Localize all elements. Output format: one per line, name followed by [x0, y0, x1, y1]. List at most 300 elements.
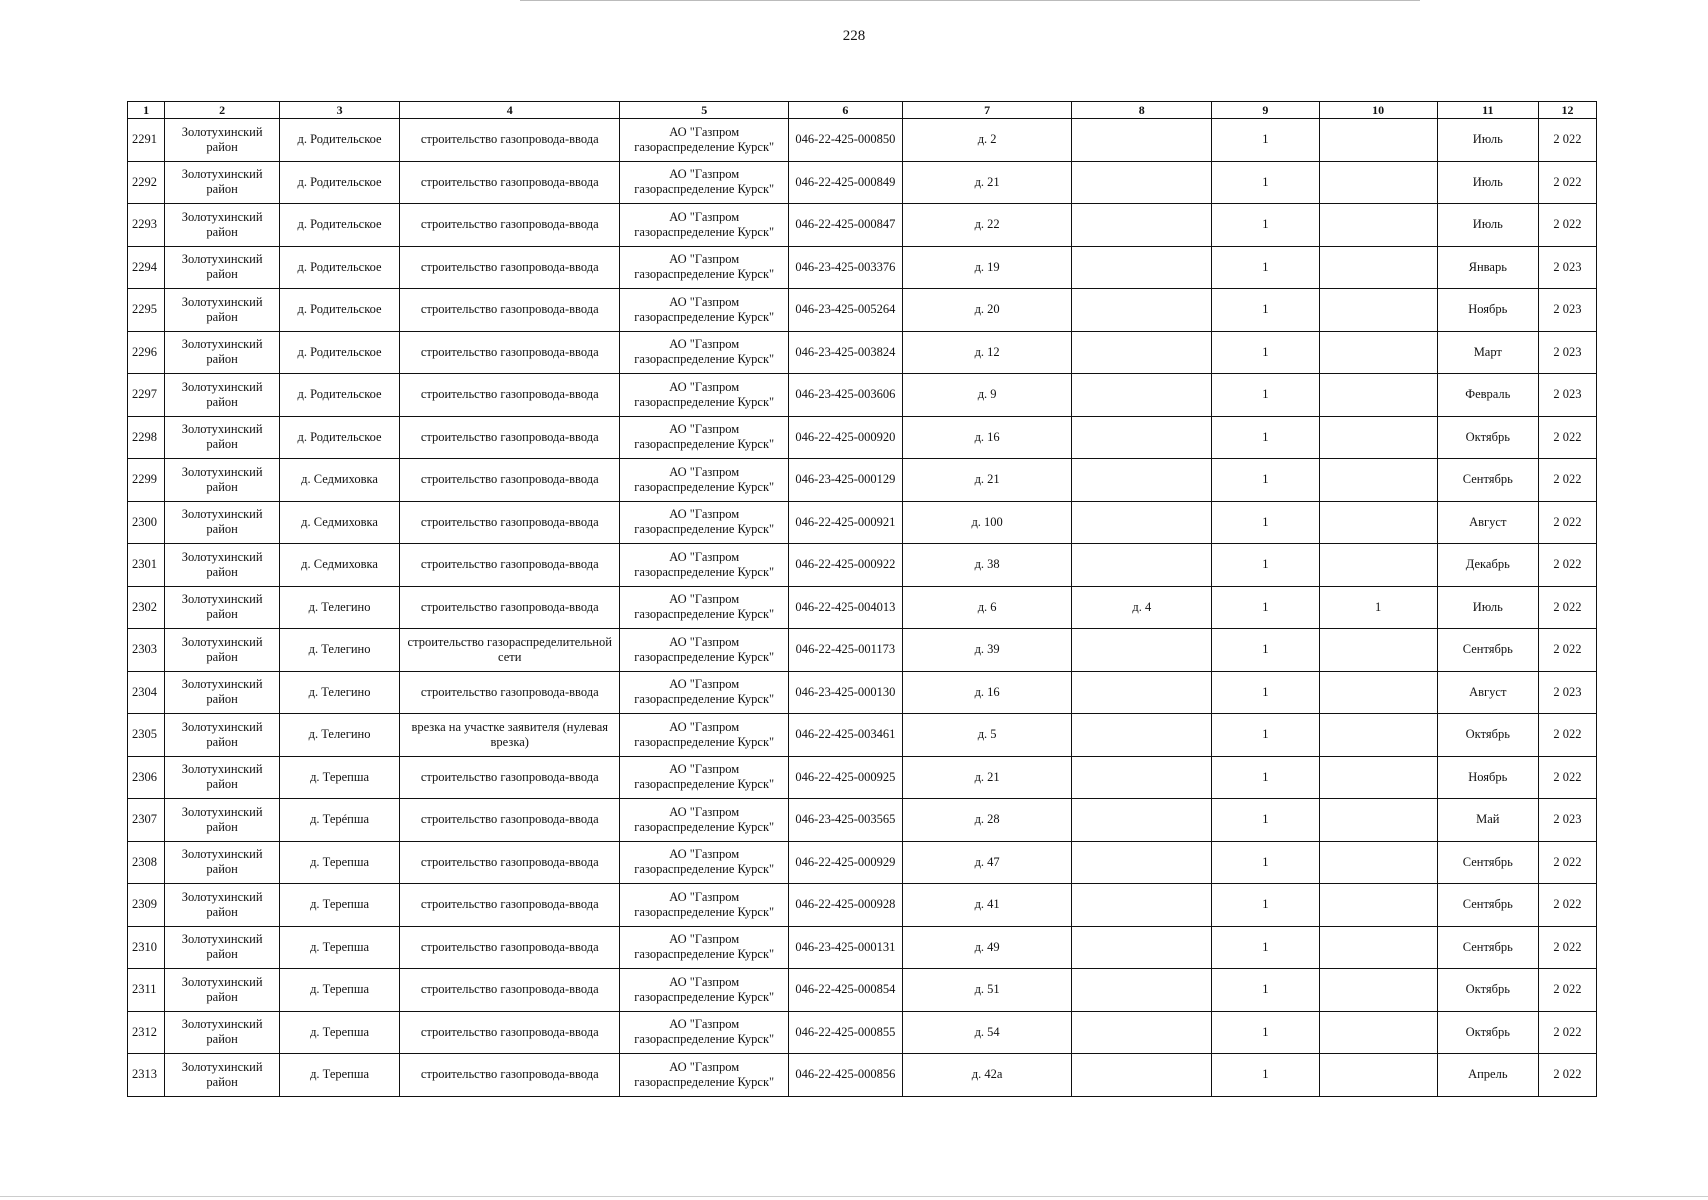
- header-row: [128, 102, 1597, 119]
- house-cell: д. 16: [902, 416, 1072, 459]
- house-cell: д. 54: [902, 1011, 1072, 1054]
- month-cell: Февраль: [1437, 374, 1538, 417]
- work-type-cell: врезка на участке заявителя (нулевая врезка): [400, 714, 620, 757]
- month-cell: Май: [1437, 799, 1538, 842]
- table-row: [128, 204, 1597, 247]
- row-number-cell: 2305: [128, 714, 165, 757]
- month-cell: Ноябрь: [1437, 289, 1538, 332]
- row-number-cell: 2302: [128, 586, 165, 629]
- column-9-cell: 1: [1212, 841, 1320, 884]
- settlement-cell: д. Терепша: [280, 969, 400, 1012]
- settlement-cell: д. Терепша: [280, 884, 400, 927]
- district-cell: Золотухинский район: [165, 161, 280, 204]
- column-9-cell: 1: [1212, 246, 1320, 289]
- column-8-cell: [1072, 799, 1212, 842]
- house-cell: д. 22: [902, 204, 1072, 247]
- year-cell: 2 022: [1538, 544, 1596, 587]
- settlement-cell: д. Терепша: [280, 1054, 400, 1097]
- year-cell: 2 023: [1538, 671, 1596, 714]
- column-10-cell: [1319, 969, 1437, 1012]
- settlement-cell: д. Родительское: [280, 374, 400, 417]
- year-cell: 2 022: [1538, 119, 1596, 162]
- year-cell: 2 022: [1538, 161, 1596, 204]
- work-type-cell: строительство газопровода-ввода: [400, 204, 620, 247]
- column-header-12: 12: [1538, 102, 1596, 119]
- row-number-cell: 2300: [128, 501, 165, 544]
- year-cell: 2 022: [1538, 969, 1596, 1012]
- organization-cell: АО "Газпром газораспределение Курск": [620, 374, 789, 417]
- row-number-cell: 2303: [128, 629, 165, 672]
- settlement-cell: д. Родительское: [280, 204, 400, 247]
- district-cell: Золотухинский район: [165, 501, 280, 544]
- column-header-3: 3: [280, 102, 400, 119]
- column-10-cell: [1319, 1054, 1437, 1097]
- work-type-cell: строительство газопровода-ввода: [400, 671, 620, 714]
- application-code-cell: 046-23-425-003606: [789, 374, 903, 417]
- column-8-cell: [1072, 756, 1212, 799]
- organization-cell: АО "Газпром газораспределение Курск": [620, 119, 789, 162]
- column-9-cell: 1: [1212, 799, 1320, 842]
- row-number-cell: 2304: [128, 671, 165, 714]
- settlement-cell: д. Терепша: [280, 841, 400, 884]
- settlement-cell: д. Родительское: [280, 161, 400, 204]
- column-10-cell: [1319, 544, 1437, 587]
- month-cell: Декабрь: [1437, 544, 1538, 587]
- work-type-cell: строительство газопровода-ввода: [400, 1054, 620, 1097]
- application-code-cell: 046-22-425-000920: [789, 416, 903, 459]
- column-8-cell: [1072, 714, 1212, 757]
- district-cell: Золотухинский район: [165, 884, 280, 927]
- district-cell: Золотухинский район: [165, 459, 280, 502]
- house-cell: д. 38: [902, 544, 1072, 587]
- month-cell: Апрель: [1437, 1054, 1538, 1097]
- row-number-cell: 2296: [128, 331, 165, 374]
- month-cell: Сентябрь: [1437, 926, 1538, 969]
- district-cell: Золотухинский район: [165, 629, 280, 672]
- application-code-cell: 046-22-425-000849: [789, 161, 903, 204]
- work-type-cell: строительство газопровода-ввода: [400, 501, 620, 544]
- house-cell: д. 100: [902, 501, 1072, 544]
- house-cell: д. 49: [902, 926, 1072, 969]
- row-number-cell: 2309: [128, 884, 165, 927]
- work-type-cell: строительство газопровода-ввода: [400, 416, 620, 459]
- district-cell: Золотухинский район: [165, 1054, 280, 1097]
- column-10-cell: [1319, 926, 1437, 969]
- house-cell: д. 42а: [902, 1054, 1072, 1097]
- month-cell: Июль: [1437, 586, 1538, 629]
- work-type-cell: строительство газопровода-ввода: [400, 841, 620, 884]
- column-9-cell: 1: [1212, 714, 1320, 757]
- column-9-cell: 1: [1212, 416, 1320, 459]
- settlement-cell: д. Телегино: [280, 586, 400, 629]
- row-number-cell: 2295: [128, 289, 165, 332]
- row-number-cell: 2313: [128, 1054, 165, 1097]
- column-8-cell: [1072, 544, 1212, 587]
- column-9-cell: 1: [1212, 969, 1320, 1012]
- column-9-cell: 1: [1212, 459, 1320, 502]
- month-cell: Август: [1437, 671, 1538, 714]
- work-type-cell: строительство газопровода-ввода: [400, 926, 620, 969]
- month-cell: Июль: [1437, 119, 1538, 162]
- year-cell: 2 023: [1538, 246, 1596, 289]
- row-number-cell: 2310: [128, 926, 165, 969]
- application-code-cell: 046-23-425-000130: [789, 671, 903, 714]
- work-type-cell: строительство газопровода-ввода: [400, 884, 620, 927]
- table-row: [128, 841, 1597, 884]
- column-10-cell: [1319, 841, 1437, 884]
- column-8-cell: [1072, 459, 1212, 502]
- column-8-cell: [1072, 374, 1212, 417]
- year-cell: 2 022: [1538, 204, 1596, 247]
- column-8-cell: [1072, 289, 1212, 332]
- column-10-cell: [1319, 671, 1437, 714]
- row-number-cell: 2293: [128, 204, 165, 247]
- work-type-cell: строительство газопровода-ввода: [400, 756, 620, 799]
- year-cell: 2 022: [1538, 629, 1596, 672]
- house-cell: д. 47: [902, 841, 1072, 884]
- column-8-cell: [1072, 1054, 1212, 1097]
- column-10-cell: [1319, 289, 1437, 332]
- column-9-cell: 1: [1212, 501, 1320, 544]
- page-number: 228: [842, 28, 866, 44]
- settlement-cell: д. Терепша: [280, 1011, 400, 1054]
- row-number-cell: 2307: [128, 799, 165, 842]
- work-type-cell: строительство газопровода-ввода: [400, 544, 620, 587]
- table-container: [127, 101, 1597, 1097]
- organization-cell: АО "Газпром газораспределение Курск": [620, 586, 789, 629]
- row-number-cell: 2297: [128, 374, 165, 417]
- column-10-cell: [1319, 204, 1437, 247]
- house-cell: д. 20: [902, 289, 1072, 332]
- house-cell: д. 28: [902, 799, 1072, 842]
- column-header-1: 1: [128, 102, 165, 119]
- table-row: [128, 629, 1597, 672]
- column-10-cell: [1319, 459, 1437, 502]
- column-10-cell: [1319, 629, 1437, 672]
- application-code-cell: 046-23-425-003565: [789, 799, 903, 842]
- column-header-11: 11: [1437, 102, 1538, 119]
- month-cell: Март: [1437, 331, 1538, 374]
- row-number-cell: 2291: [128, 119, 165, 162]
- column-header-8: 8: [1072, 102, 1212, 119]
- settlement-cell: д. Родительское: [280, 246, 400, 289]
- column-10-cell: 1: [1319, 586, 1437, 629]
- table-row: [128, 416, 1597, 459]
- district-cell: Золотухинский район: [165, 1011, 280, 1054]
- application-code-cell: 046-22-425-000928: [789, 884, 903, 927]
- work-type-cell: строительство газопровода-ввода: [400, 289, 620, 332]
- house-cell: д. 2: [902, 119, 1072, 162]
- settlement-cell: д. Терéпша: [280, 799, 400, 842]
- column-header-4: 4: [400, 102, 620, 119]
- table-row: [128, 884, 1597, 927]
- column-10-cell: [1319, 799, 1437, 842]
- application-code-cell: 046-22-425-004013: [789, 586, 903, 629]
- year-cell: 2 022: [1538, 1054, 1596, 1097]
- application-code-cell: 046-22-425-000847: [789, 204, 903, 247]
- settlement-cell: д. Родительское: [280, 416, 400, 459]
- year-cell: 2 022: [1538, 756, 1596, 799]
- column-10-cell: [1319, 884, 1437, 927]
- table-row: [128, 119, 1597, 162]
- application-code-cell: 046-22-425-000856: [789, 1054, 903, 1097]
- column-10-cell: [1319, 714, 1437, 757]
- organization-cell: АО "Газпром газораспределение Курск": [620, 1011, 789, 1054]
- house-cell: д. 41: [902, 884, 1072, 927]
- month-cell: Август: [1437, 501, 1538, 544]
- work-type-cell: строительство газопровода-ввода: [400, 374, 620, 417]
- table-row: [128, 1054, 1597, 1097]
- house-cell: д. 19: [902, 246, 1072, 289]
- district-cell: Золотухинский район: [165, 119, 280, 162]
- column-10-cell: [1319, 161, 1437, 204]
- year-cell: 2 022: [1538, 714, 1596, 757]
- column-10-cell: [1319, 374, 1437, 417]
- column-9-cell: 1: [1212, 544, 1320, 587]
- month-cell: Октябрь: [1437, 714, 1538, 757]
- house-cell: д. 51: [902, 969, 1072, 1012]
- table-row: [128, 799, 1597, 842]
- application-code-cell: 046-23-425-005264: [789, 289, 903, 332]
- district-cell: Золотухинский район: [165, 416, 280, 459]
- column-header-10: 10: [1319, 102, 1437, 119]
- month-cell: Июль: [1437, 161, 1538, 204]
- month-cell: Июль: [1437, 204, 1538, 247]
- column-8-cell: [1072, 204, 1212, 247]
- year-cell: 2 022: [1538, 841, 1596, 884]
- table-body: [128, 119, 1597, 1097]
- column-10-cell: [1319, 756, 1437, 799]
- table-row: [128, 459, 1597, 502]
- column-8-cell: [1072, 161, 1212, 204]
- organization-cell: АО "Газпром газораспределение Курск": [620, 331, 789, 374]
- work-type-cell: строительство газопровода-ввода: [400, 459, 620, 502]
- column-9-cell: 1: [1212, 1011, 1320, 1054]
- table-row: [128, 714, 1597, 757]
- organization-cell: АО "Газпром газораспределение Курск": [620, 204, 789, 247]
- organization-cell: АО "Газпром газораспределение Курск": [620, 246, 789, 289]
- organization-cell: АО "Газпром газораспределение Курск": [620, 544, 789, 587]
- application-code-cell: 046-23-425-003376: [789, 246, 903, 289]
- table-row: [128, 586, 1597, 629]
- organization-cell: АО "Газпром газораспределение Курск": [620, 416, 789, 459]
- application-code-cell: 046-23-425-003824: [789, 331, 903, 374]
- settlement-cell: д. Телегино: [280, 629, 400, 672]
- organization-cell: АО "Газпром газораспределение Курск": [620, 714, 789, 757]
- organization-cell: АО "Газпром газораспределение Курск": [620, 459, 789, 502]
- column-8-cell: [1072, 884, 1212, 927]
- district-cell: Золотухинский район: [165, 204, 280, 247]
- table-row: [128, 374, 1597, 417]
- application-code-cell: 046-22-425-001173: [789, 629, 903, 672]
- table-row: [128, 501, 1597, 544]
- column-8-cell: д. 4: [1072, 586, 1212, 629]
- table-row: [128, 1011, 1597, 1054]
- year-cell: 2 023: [1538, 799, 1596, 842]
- table-row: [128, 671, 1597, 714]
- table-row: [128, 544, 1597, 587]
- column-header-7: 7: [902, 102, 1072, 119]
- column-9-cell: 1: [1212, 374, 1320, 417]
- year-cell: 2 022: [1538, 586, 1596, 629]
- column-10-cell: [1319, 246, 1437, 289]
- settlement-cell: д. Родительское: [280, 331, 400, 374]
- column-10-cell: [1319, 416, 1437, 459]
- application-code-cell: 046-22-425-003461: [789, 714, 903, 757]
- settlement-cell: д. Телегино: [280, 671, 400, 714]
- settlement-cell: д. Телегино: [280, 714, 400, 757]
- district-cell: Золотухинский район: [165, 331, 280, 374]
- application-code-cell: 046-23-425-000129: [789, 459, 903, 502]
- application-code-cell: 046-22-425-000850: [789, 119, 903, 162]
- column-9-cell: 1: [1212, 119, 1320, 162]
- district-cell: Золотухинский район: [165, 544, 280, 587]
- district-cell: Золотухинский район: [165, 374, 280, 417]
- month-cell: Сентябрь: [1437, 459, 1538, 502]
- column-9-cell: 1: [1212, 1054, 1320, 1097]
- work-type-cell: строительство газораспределительной сети: [400, 629, 620, 672]
- column-9-cell: 1: [1212, 884, 1320, 927]
- house-cell: д. 21: [902, 161, 1072, 204]
- work-type-cell: строительство газопровода-ввода: [400, 119, 620, 162]
- row-number-cell: 2298: [128, 416, 165, 459]
- column-9-cell: 1: [1212, 926, 1320, 969]
- column-9-cell: 1: [1212, 331, 1320, 374]
- district-cell: Золотухинский район: [165, 246, 280, 289]
- application-code-cell: 046-22-425-000855: [789, 1011, 903, 1054]
- application-code-cell: 046-22-425-000925: [789, 756, 903, 799]
- column-8-cell: [1072, 331, 1212, 374]
- year-cell: 2 022: [1538, 884, 1596, 927]
- column-8-cell: [1072, 119, 1212, 162]
- house-cell: д. 9: [902, 374, 1072, 417]
- district-cell: Золотухинский район: [165, 969, 280, 1012]
- house-cell: д. 5: [902, 714, 1072, 757]
- table-row: [128, 161, 1597, 204]
- settlement-cell: д. Седмиховка: [280, 459, 400, 502]
- column-8-cell: [1072, 1011, 1212, 1054]
- column-10-cell: [1319, 119, 1437, 162]
- row-number-cell: 2301: [128, 544, 165, 587]
- district-cell: Золотухинский район: [165, 756, 280, 799]
- column-8-cell: [1072, 671, 1212, 714]
- application-code-cell: 046-22-425-000854: [789, 969, 903, 1012]
- organization-cell: АО "Газпром газораспределение Курск": [620, 969, 789, 1012]
- settlement-cell: д. Седмиховка: [280, 544, 400, 587]
- scan-edge-bottom: [0, 1196, 1708, 1197]
- table-row: [128, 756, 1597, 799]
- column-8-cell: [1072, 246, 1212, 289]
- work-type-cell: строительство газопровода-ввода: [400, 799, 620, 842]
- column-9-cell: 1: [1212, 629, 1320, 672]
- data-table: [127, 101, 1597, 1097]
- application-code-cell: 046-22-425-000929: [789, 841, 903, 884]
- house-cell: д. 12: [902, 331, 1072, 374]
- year-cell: 2 023: [1538, 331, 1596, 374]
- year-cell: 2 022: [1538, 416, 1596, 459]
- organization-cell: АО "Газпром газораспределение Курск": [620, 289, 789, 332]
- house-cell: д. 16: [902, 671, 1072, 714]
- organization-cell: АО "Газпром газораспределение Курск": [620, 161, 789, 204]
- district-cell: Золотухинский район: [165, 586, 280, 629]
- table-row: [128, 969, 1597, 1012]
- organization-cell: АО "Газпром газораспределение Курск": [620, 926, 789, 969]
- column-8-cell: [1072, 926, 1212, 969]
- organization-cell: АО "Газпром газораспределение Курск": [620, 671, 789, 714]
- month-cell: Сентябрь: [1437, 884, 1538, 927]
- district-cell: Золотухинский район: [165, 926, 280, 969]
- column-10-cell: [1319, 1011, 1437, 1054]
- column-9-cell: 1: [1212, 671, 1320, 714]
- application-code-cell: 046-23-425-000131: [789, 926, 903, 969]
- house-cell: д. 39: [902, 629, 1072, 672]
- column-header-6: 6: [789, 102, 903, 119]
- house-cell: д. 21: [902, 459, 1072, 502]
- month-cell: Сентябрь: [1437, 629, 1538, 672]
- district-cell: Золотухинский район: [165, 671, 280, 714]
- column-9-cell: 1: [1212, 161, 1320, 204]
- table-header: [128, 102, 1597, 119]
- column-9-cell: 1: [1212, 756, 1320, 799]
- application-code-cell: 046-22-425-000922: [789, 544, 903, 587]
- district-cell: Золотухинский район: [165, 289, 280, 332]
- column-9-cell: 1: [1212, 586, 1320, 629]
- house-cell: д. 6: [902, 586, 1072, 629]
- column-9-cell: 1: [1212, 204, 1320, 247]
- column-8-cell: [1072, 629, 1212, 672]
- month-cell: Январь: [1437, 246, 1538, 289]
- row-number-cell: 2294: [128, 246, 165, 289]
- column-header-5: 5: [620, 102, 789, 119]
- settlement-cell: д. Родительское: [280, 119, 400, 162]
- row-number-cell: 2299: [128, 459, 165, 502]
- district-cell: Золотухинский район: [165, 841, 280, 884]
- year-cell: 2 023: [1538, 289, 1596, 332]
- column-9-cell: 1: [1212, 289, 1320, 332]
- application-code-cell: 046-22-425-000921: [789, 501, 903, 544]
- table-row: [128, 246, 1597, 289]
- column-10-cell: [1319, 331, 1437, 374]
- table-row: [128, 926, 1597, 969]
- organization-cell: АО "Газпром газораспределение Курск": [620, 799, 789, 842]
- district-cell: Золотухинский район: [165, 714, 280, 757]
- year-cell: 2 022: [1538, 459, 1596, 502]
- work-type-cell: строительство газопровода-ввода: [400, 969, 620, 1012]
- settlement-cell: д. Терепша: [280, 756, 400, 799]
- organization-cell: АО "Газпром газораспределение Курск": [620, 629, 789, 672]
- work-type-cell: строительство газопровода-ввода: [400, 1011, 620, 1054]
- district-cell: Золотухинский район: [165, 799, 280, 842]
- organization-cell: АО "Газпром газораспределение Курск": [620, 841, 789, 884]
- year-cell: 2 022: [1538, 501, 1596, 544]
- month-cell: Ноябрь: [1437, 756, 1538, 799]
- scan-edge-top: [520, 0, 1420, 1]
- work-type-cell: строительство газопровода-ввода: [400, 586, 620, 629]
- organization-cell: АО "Газпром газораспределение Курск": [620, 756, 789, 799]
- row-number-cell: 2292: [128, 161, 165, 204]
- row-number-cell: 2311: [128, 969, 165, 1012]
- column-header-9: 9: [1212, 102, 1320, 119]
- year-cell: 2 023: [1538, 374, 1596, 417]
- settlement-cell: д. Седмиховка: [280, 501, 400, 544]
- column-10-cell: [1319, 501, 1437, 544]
- row-number-cell: 2312: [128, 1011, 165, 1054]
- row-number-cell: 2306: [128, 756, 165, 799]
- month-cell: Сентябрь: [1437, 841, 1538, 884]
- work-type-cell: строительство газопровода-ввода: [400, 331, 620, 374]
- column-8-cell: [1072, 969, 1212, 1012]
- column-8-cell: [1072, 416, 1212, 459]
